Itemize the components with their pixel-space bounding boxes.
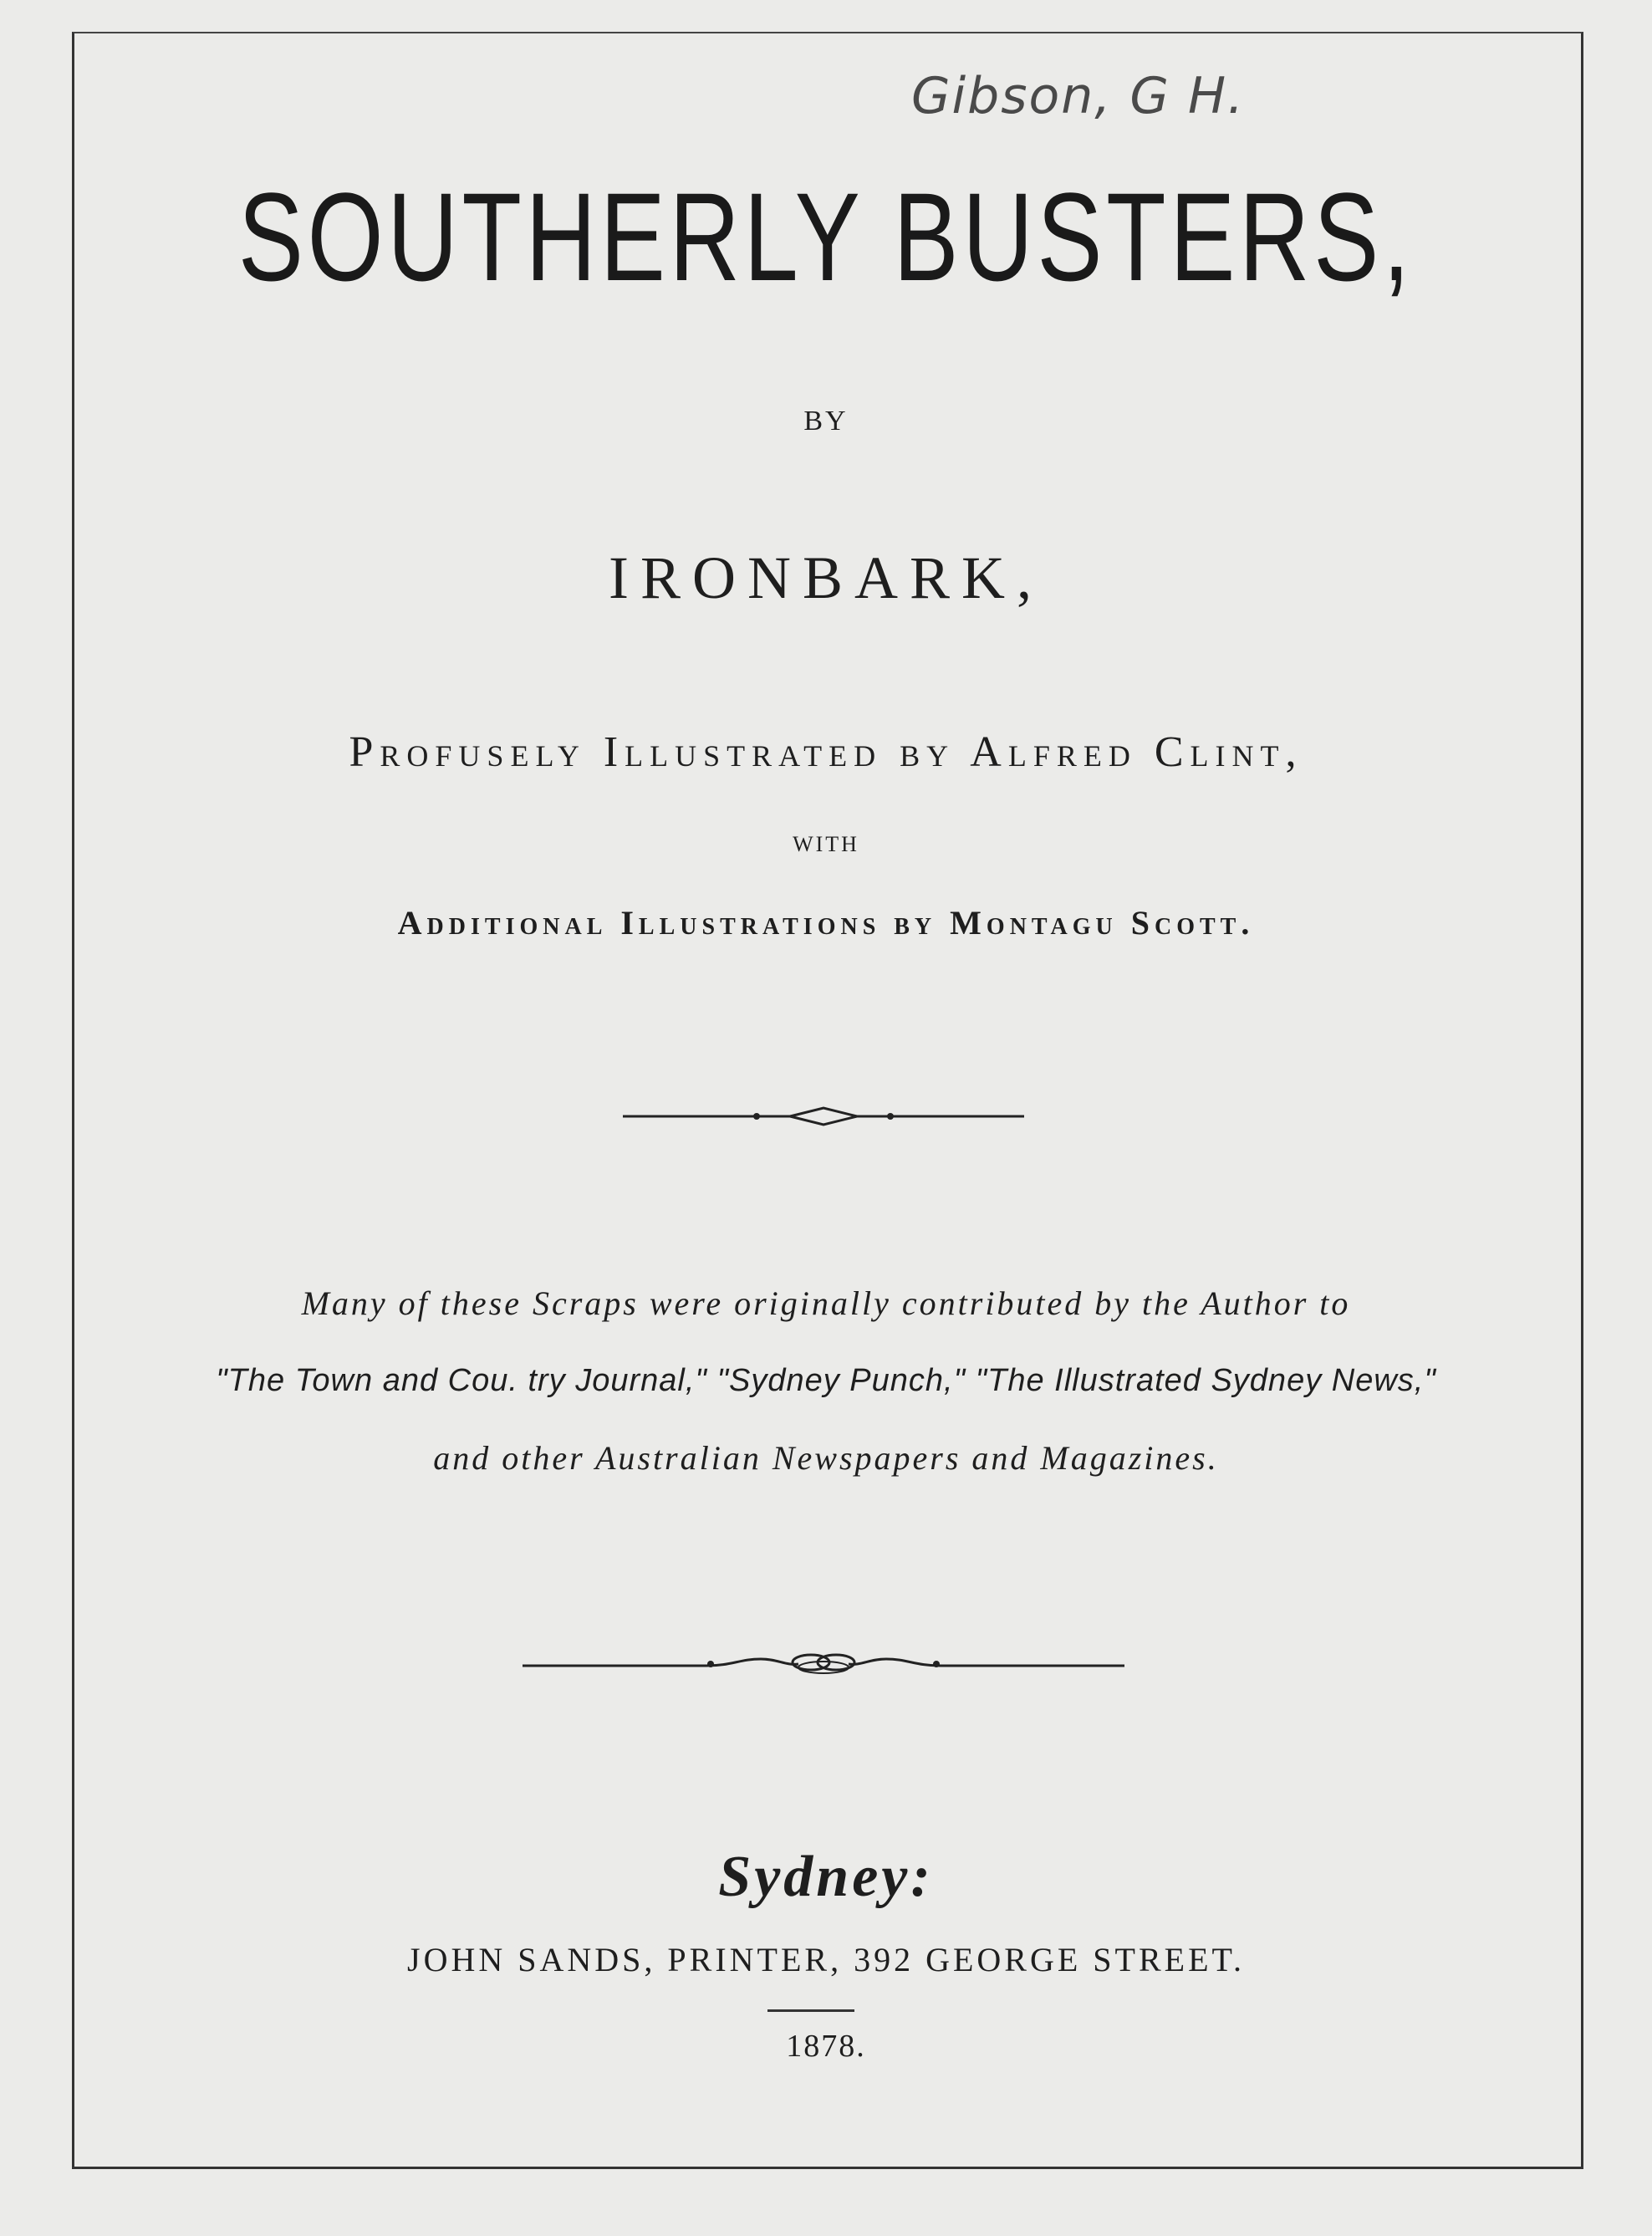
ornament-flourish-lower bbox=[523, 1647, 1124, 1681]
book-title: SOUTHERLY BUSTERS, bbox=[237, 166, 1415, 307]
additional-illustrator-line: Additional Illustrations by Montagu Scott. bbox=[397, 904, 1255, 942]
illustrator-line: Profusely Illustrated by Alfred Clint, bbox=[349, 728, 1303, 776]
handwritten-annotation: Gibson, G H. bbox=[911, 67, 1246, 125]
with-label: WITH bbox=[793, 832, 859, 856]
imprint-printer: JOHN SANDS, PRINTER, 392 GEORGE STREET. bbox=[407, 1941, 1245, 1978]
ornament-divider-upper bbox=[623, 1102, 1024, 1131]
imprint-city: Sydney: bbox=[718, 1845, 934, 1909]
contribution-note-line-2: "The Town and Cou. try Journal," "Sydney Punch," "The Illustrated Sydney News," bbox=[216, 1363, 1436, 1398]
imprint-year: 1878. bbox=[786, 2029, 866, 2064]
year-rule bbox=[767, 2009, 854, 2012]
by-label: BY bbox=[803, 406, 849, 436]
contribution-note-line-1: Many of these Scraps were originally contributed by the Author to bbox=[301, 1284, 1351, 1322]
contribution-note-line-3: and other Australian Newspapers and Magazines. bbox=[433, 1439, 1219, 1477]
author-name: IRONBARK, bbox=[608, 544, 1044, 611]
